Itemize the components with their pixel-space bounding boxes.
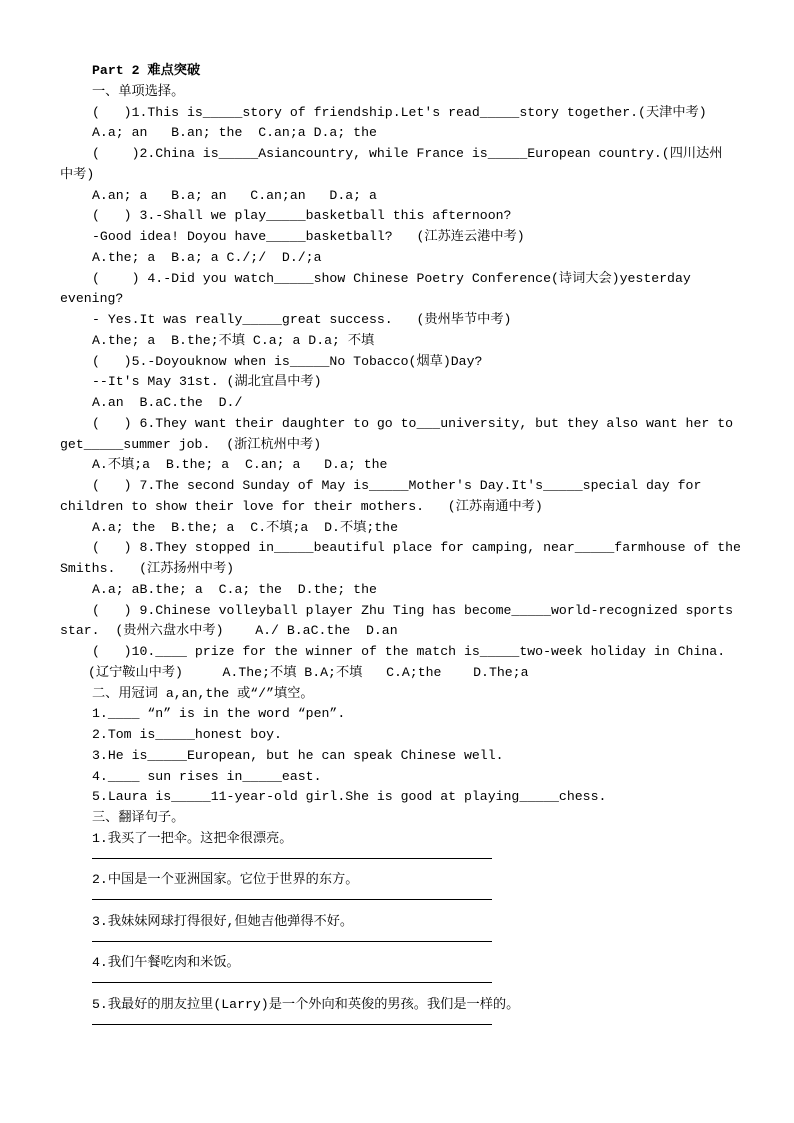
question-line: 4.我们午餐吃肉和米饭。 <box>92 955 240 971</box>
question-line: - Yes.It was really_____great success. (贵州毕节中考) <box>92 312 512 327</box>
question-line: ( )5.-Doyouknow when is_____No Tobacco(烟草)Day? <box>92 353 483 369</box>
question-line: ( )1.This is_____story of friendship.Let's read_____story together.(天津中考) <box>92 104 707 120</box>
question-line: 5.我最好的朋友拉里(Larry)是一个外向和英俊的男孩。我们是一样的。 <box>92 996 520 1012</box>
question-line: (辽宁鞍山中考) A.The;不填 B.A;不填 C.A;the D.The;a <box>88 664 529 680</box>
section-heading: 二、用冠词 a,an,the 或“/”填空。 <box>92 685 314 701</box>
question-line: A.a; the B.the; a C.不填;a D.不填;the <box>92 519 398 535</box>
question-line: ( )10.____ prize for the winner of the match is_____two-week holiday in China. <box>92 644 726 659</box>
answer-line[interactable] <box>60 974 740 995</box>
question-line: 3.He is_____European, but he can speak Chinese well. <box>92 747 504 763</box>
question-line: ( )2.China is_____Asiancountry, while France is_____European country.(四川达州 <box>92 146 723 161</box>
section-heading: 一、单项选择。 <box>92 83 185 99</box>
question-line: ( ) 7.The second Sunday of May is_____Mother's Day.It's_____special day for <box>92 478 702 493</box>
answer-underline <box>92 1024 492 1025</box>
part-heading: Part 2 难点突破 <box>92 63 201 78</box>
question-line: -Good idea! Doyou have_____basketball? (江苏连云港中考) <box>92 229 525 244</box>
question-line: ( ) 3.-Shall we play_____basketball this afternoon? <box>92 208 512 224</box>
answer-line[interactable] <box>60 850 740 871</box>
answer-underline <box>92 982 492 983</box>
continuation-line: evening? <box>60 291 124 307</box>
continuation-line: Smiths. (江苏扬州中考) <box>60 561 235 576</box>
question-line: ( ) 8.They stopped in_____beautiful place for camping, near_____farmhouse of the <box>92 540 741 556</box>
answer-line[interactable] <box>60 1016 740 1037</box>
question-line: ( ) 9.Chinese volleyball player Zhu Ting has become_____world-recognized sports <box>92 602 734 618</box>
question-line: 1.我买了一把伞。这把伞很漂亮。 <box>92 830 293 846</box>
question-line: A.an; a B.a; an C.an;an D.a; a <box>92 187 377 203</box>
question-line: 2.Tom is_____honest boy. <box>92 727 282 742</box>
answer-underline <box>92 899 492 900</box>
question-line: A.a; an B.an; the C.an;a D.a; the <box>92 125 377 141</box>
answer-line[interactable] <box>60 933 740 954</box>
question-line: 4.____ sun rises in_____east. <box>92 768 322 784</box>
question-line: 5.Laura is_____11-year-old girl.She is good at playing_____chess. <box>92 789 607 805</box>
question-line: A.the; a B.a; a C./;/ D./;a <box>92 249 322 265</box>
continuation-line: 中考) <box>60 166 95 182</box>
answer-line[interactable] <box>60 891 740 912</box>
question-line: A.an B.aC.the D./ <box>92 395 243 410</box>
continuation-line: star. (贵州六盘水中考) A./ B.aC.the D.an <box>60 623 398 639</box>
question-line: A.不填;a B.the; a C.an; a D.a; the <box>92 457 388 473</box>
continuation-line: get_____summer job. (浙江杭州中考) <box>60 436 322 452</box>
worksheet-document <box>60 61 740 1036</box>
answer-underline <box>92 858 492 859</box>
answer-underline <box>92 941 492 942</box>
question-line: ( ) 6.They want their daughter to go to___university, but they also want her to <box>92 415 734 431</box>
question-line: A.the; a B.the;不填 C.a; a D.a; 不填 <box>92 332 375 348</box>
section-heading: 三、翻译句子。 <box>92 810 185 825</box>
question-line: 3.我妹妹网球打得很好,但她吉他弹得不好。 <box>92 913 354 929</box>
question-line: 1.____ “n” is in the word “pen”. <box>92 706 346 722</box>
question-line: --It's May 31st. (湖北宜昌中考) <box>92 374 322 390</box>
continuation-line: children to show their love for their mothers. (江苏南通中考) <box>60 498 543 514</box>
question-line: 2.中国是一个亚洲国家。它位于世界的东方。 <box>92 872 359 888</box>
question-line: ( ) 4.-Did you watch_____show Chinese Poetry Conference(诗词大会)yesterday <box>92 270 691 286</box>
question-line: A.a; aB.the; a C.a; the D.the; the <box>92 581 377 597</box>
